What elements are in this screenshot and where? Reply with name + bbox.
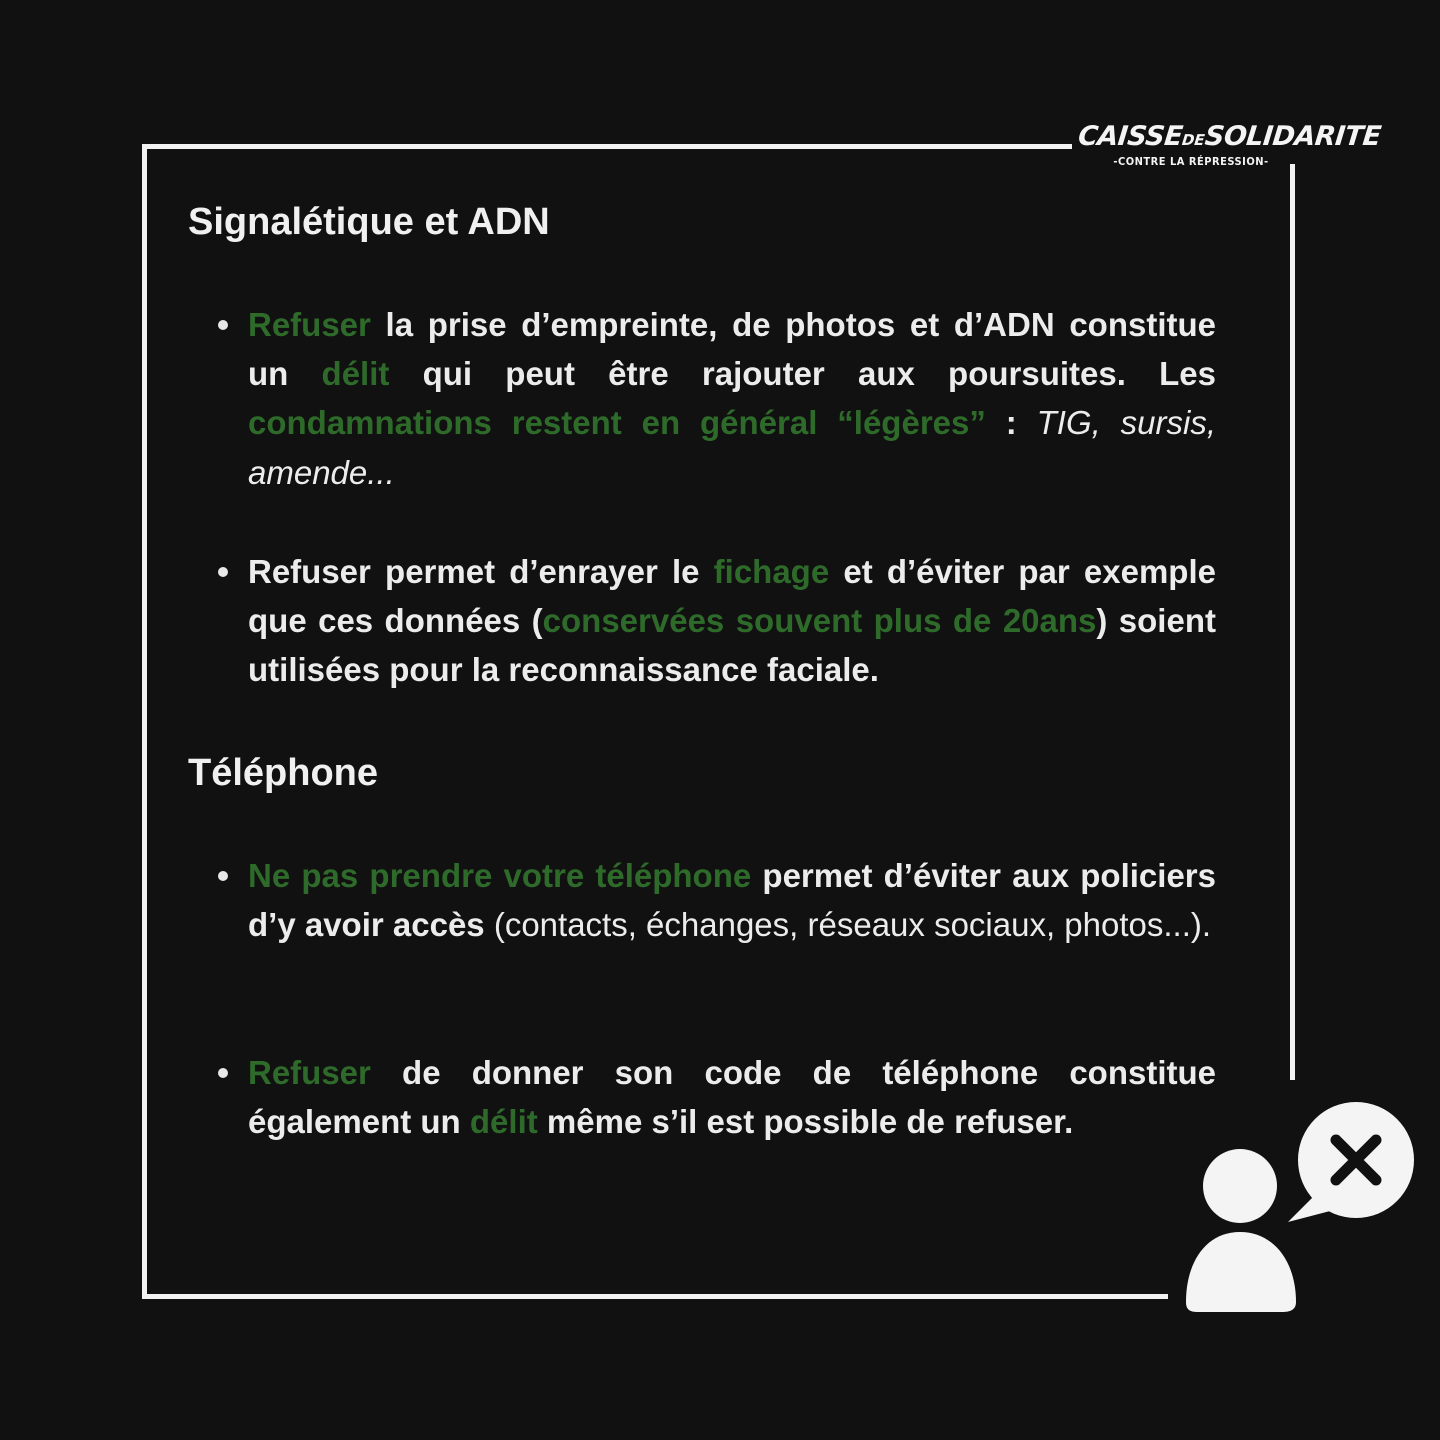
frame-left-line: [142, 144, 147, 1299]
frame-right-line: [1290, 164, 1295, 1080]
logo-tagline: -CONTRE LA RÉPRESSION-: [1113, 155, 1269, 168]
bullet-refus-empreintes: Refuser la prise d’empreinte, de photos et d’ADN constitue un délit qui peut être rajouter aux poursuites. Les condamnations restent en général “légères” : TIG, sursis, amende...: [248, 300, 1216, 497]
section-title-telephone: Téléphone: [188, 752, 379, 794]
bullet-refus-code-telephone: Refuser de donner son code de téléphone constitue également un délit même s’il est possible de refuser.: [248, 1048, 1216, 1146]
frame-bottom-line: [142, 1294, 1168, 1299]
bullet-refus-fichage: Refuser permet d’enrayer le fichage et d’éviter par exemple que ces données (conservées souvent plus de 20ans) soient utilisées pour la reconnaissance faciale.: [248, 547, 1216, 695]
person-refusal-speech-bubble-icon: [1176, 1096, 1420, 1316]
bullet-ne-pas-prendre-telephone: Ne pas prendre votre téléphone permet d’éviter aux policiers d’y avoir accès (contacts, échanges, réseaux sociaux, photos...).: [248, 851, 1216, 949]
logo-wordmark: CAISSEDESOLIDARITE: [1076, 121, 1383, 152]
frame-top-line: [142, 144, 1072, 149]
logo: [1076, 121, 1383, 174]
section-title-signaletique: Signalétique et ADN: [188, 201, 550, 243]
